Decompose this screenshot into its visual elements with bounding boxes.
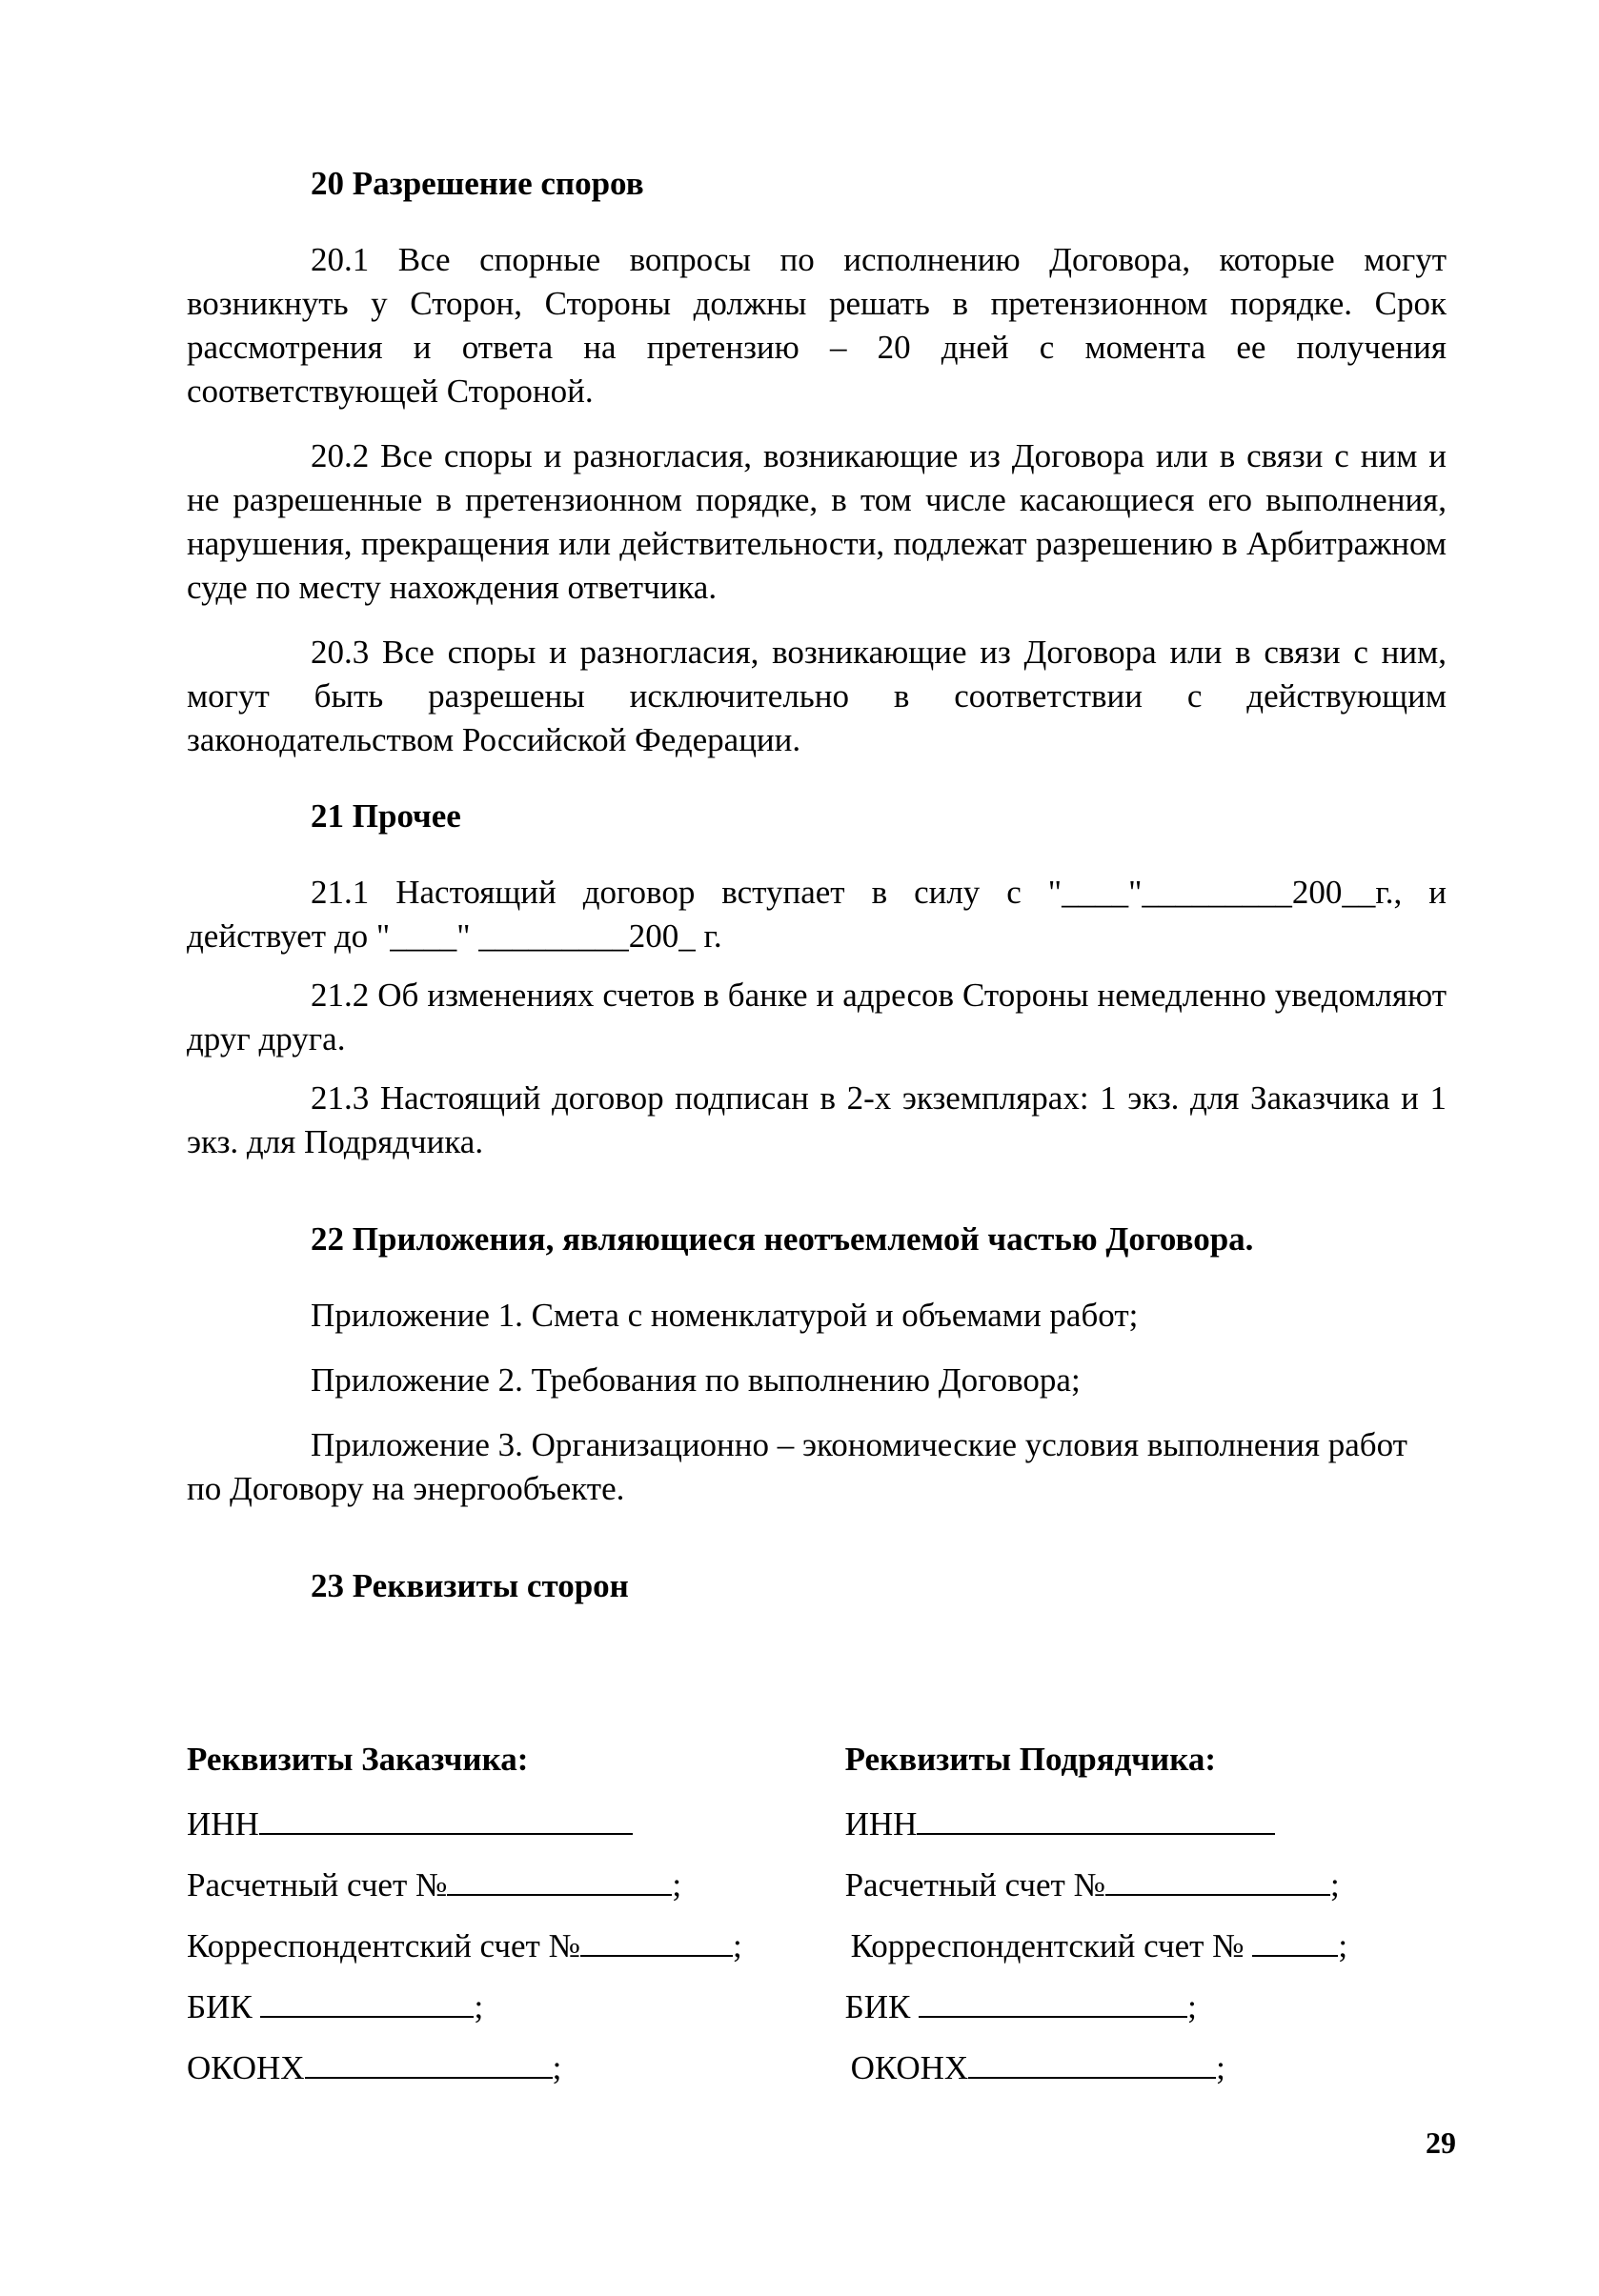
clause-21-2: 21.2 Об изменениях счетов в банке и адресов Стороны немедленно уведомляют друг друга. xyxy=(187,977,1447,1057)
customer-corr-account-label: Корреспондентский счет № xyxy=(187,1927,580,1964)
customer-inn-blank xyxy=(259,1803,633,1835)
section-23-heading: 23 Реквизиты сторон xyxy=(311,1567,629,1604)
customer-okonh-label: ОКОНХ xyxy=(187,2049,305,2086)
customer-account-label: Расчетный счет № xyxy=(187,1866,448,1903)
contractor-details xyxy=(845,1738,1447,2107)
contractor-details-title: Реквизиты Подрядчика: xyxy=(844,1741,1217,1778)
contractor-account-label: Расчетный счет № xyxy=(844,1866,1105,1903)
contractor-account-field xyxy=(845,1863,1447,1907)
customer-corr-account-blank xyxy=(580,1924,733,1957)
contractor-okonh-blank xyxy=(968,2046,1216,2079)
customer-details-title: Реквизиты Заказчика: xyxy=(187,1741,529,1778)
clause-21-1: 21.1 Настоящий договор вступает в силу с "____"_________200__г., и действует до "____" _________200_ г. xyxy=(187,874,1447,955)
contractor-bik-sep: ; xyxy=(1187,1988,1197,2025)
customer-inn-field xyxy=(187,1803,845,1846)
customer-corr-account-sep: ; xyxy=(732,1927,742,1964)
customer-details xyxy=(187,1738,845,2107)
contractor-corr-account-label: Корреспондентский счет № xyxy=(850,1927,1245,1964)
contractor-inn-field xyxy=(845,1803,1447,1846)
contractor-corr-account-blank xyxy=(1252,1924,1338,1957)
contractor-bik-field xyxy=(845,1985,1447,2029)
contractor-okonh-field xyxy=(845,2046,1447,2090)
customer-okonh-sep: ; xyxy=(552,2049,562,2086)
contractor-account-blank xyxy=(1105,1863,1330,1896)
customer-inn-label: ИНН xyxy=(187,1805,259,1843)
clause-20-3: 20.3 Все споры и разногласия, возникающие из Договора или в связи с ним, могут быть разрешены исключительно в соответствии с действующим законодательством Российской Федерации. xyxy=(187,634,1447,758)
customer-okonh-field xyxy=(187,2046,845,2090)
customer-okonh-blank xyxy=(305,2046,553,2079)
customer-account-field xyxy=(187,1863,845,1907)
appendix-2: Приложение 2. Требования по выполнению Договора; xyxy=(311,1361,1081,1399)
customer-bik-label: БИК xyxy=(187,1988,253,2025)
customer-bik-blank xyxy=(260,1985,474,2018)
page-number: 29 xyxy=(1426,2125,1456,2160)
contractor-okonh-sep: ; xyxy=(1216,2049,1225,2086)
contractor-corr-account-sep: ; xyxy=(1338,1927,1348,1964)
contractor-corr-account-field xyxy=(845,1924,1447,1968)
customer-corr-account-field xyxy=(187,1924,845,1968)
customer-bik-field xyxy=(187,1985,845,2029)
section-20-heading: 20 Разрешение споров xyxy=(311,165,644,202)
contractor-inn-blank xyxy=(917,1803,1275,1835)
clause-20-2: 20.2 Все споры и разногласия, возникающие из Договора или в связи с ним и не разрешенные в претензионном порядке, в том числе касающиеся его выполнения, нарушения, прекращения или действительности, подлежат разрешению в Арбитражном суде по месту нахождения ответчика. xyxy=(187,437,1447,606)
clause-21-3: 21.3 Настоящий договор подписан в 2-х экземплярах: 1 экз. для Заказчика и 1 экз. для Подрядчика. xyxy=(187,1079,1447,1160)
customer-bik-sep: ; xyxy=(474,1988,484,2025)
contractor-account-sep: ; xyxy=(1330,1866,1340,1903)
contractor-okonh-label: ОКОНХ xyxy=(850,2049,969,2086)
contractor-inn-label: ИНН xyxy=(844,1805,918,1843)
clause-20-1: 20.1 Все спорные вопросы по исполнению Договора, которые могут возникнуть у Сторон, Стороны должны решать в претензионном порядке. Срок рассмотрения и ответа на претензию – 20 дней с момента ее получения соответствующей Стороной. xyxy=(187,241,1447,410)
customer-account-sep: ; xyxy=(672,1866,682,1903)
section-22-heading: 22 Приложения, являющиеся неотъемлемой частью Договора. xyxy=(311,1220,1254,1258)
section-21-heading: 21 Прочее xyxy=(311,797,461,835)
party-details xyxy=(187,1738,1447,2107)
appendix-3: Приложение 3. Организационно – экономические условия выполнения работ по Договору на энергообъекте. xyxy=(187,1426,1407,1507)
customer-account-blank xyxy=(447,1863,672,1896)
contractor-bik-label: БИК xyxy=(844,1988,911,2025)
appendix-1: Приложение 1. Смета с номенклатурой и объемами работ; xyxy=(311,1297,1139,1334)
contractor-bik-blank xyxy=(919,1985,1187,2018)
